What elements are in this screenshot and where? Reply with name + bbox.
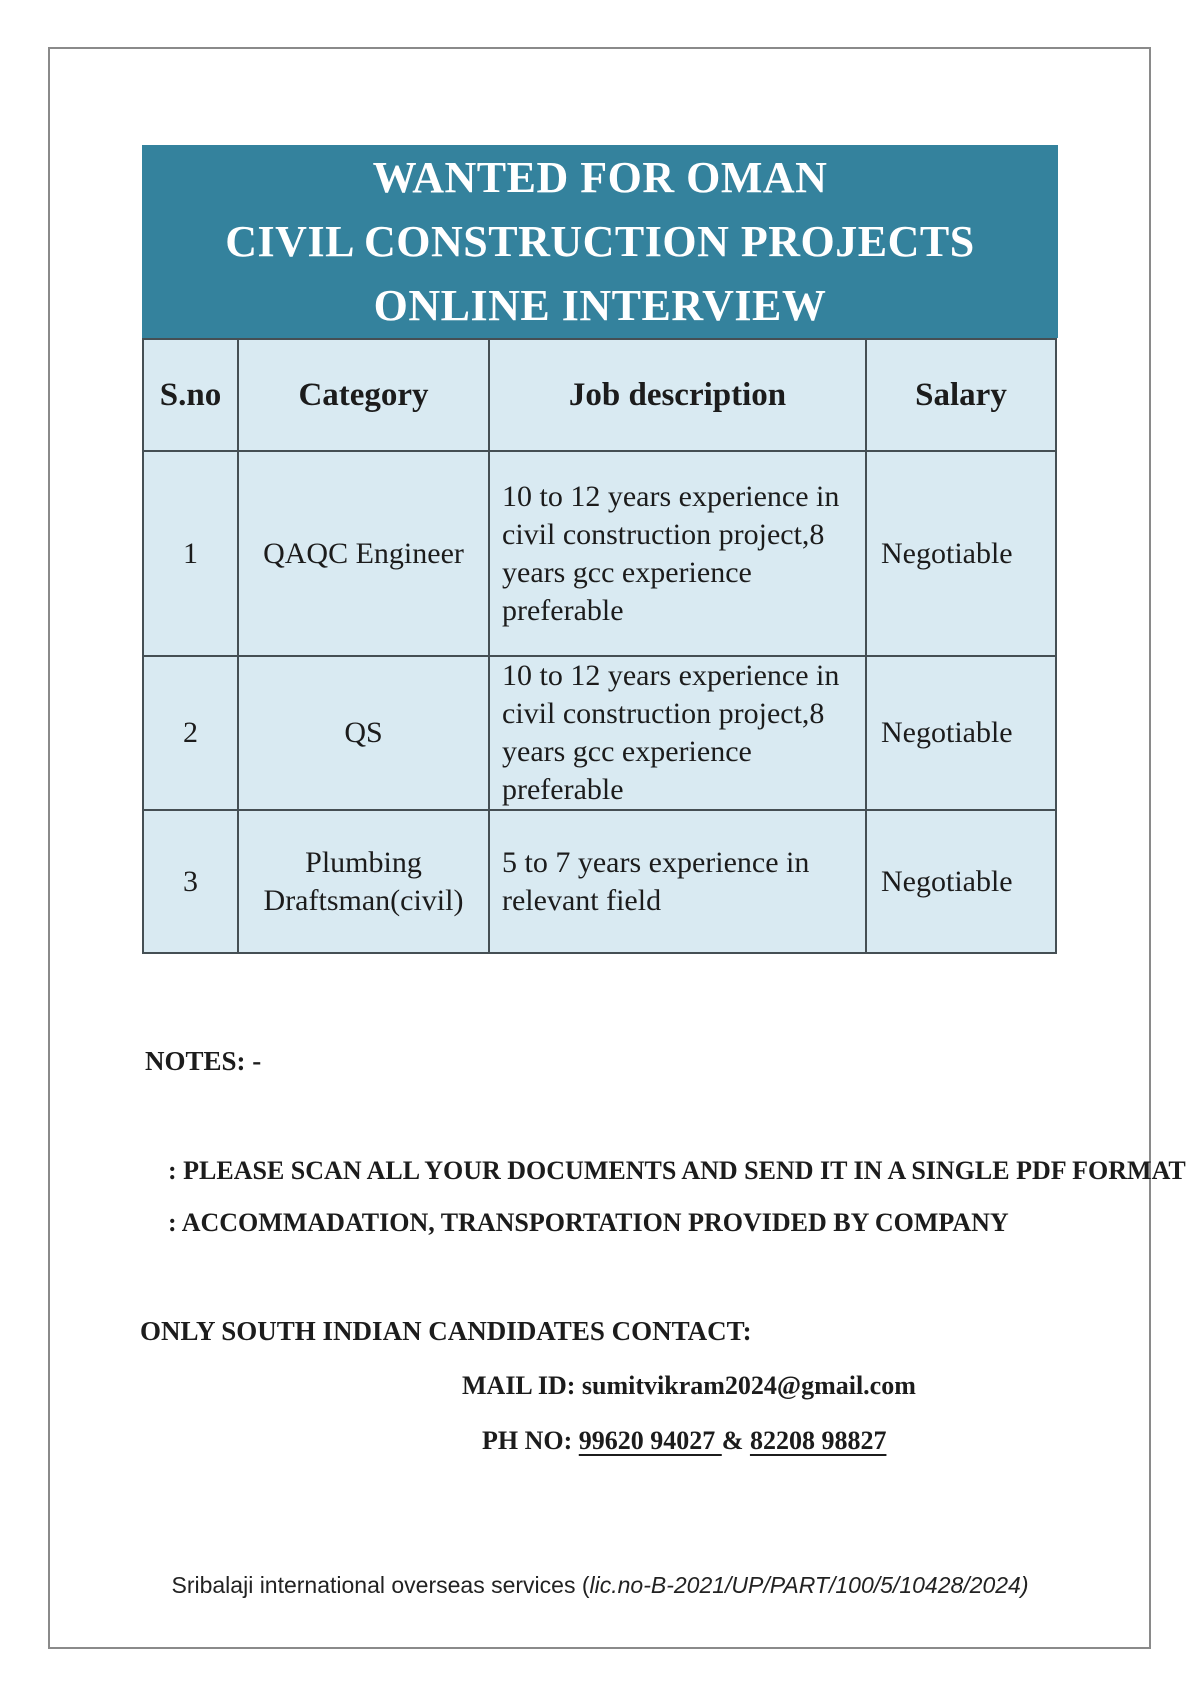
phone-number-link[interactable]: 82208 98827 [749,1426,887,1455]
cell-salary: Negotiable [866,451,1056,656]
contact-heading: ONLY SOUTH INDIAN CANDIDATES CONTACT: [140,1316,752,1346]
notes-label: NOTES: - [145,1046,262,1076]
cell-description: 10 to 12 years experience in civil construction project,8 years gcc experience preferable [489,451,866,656]
cell-category: QS [238,656,489,810]
cell-description: 5 to 7 years experience in relevant field [489,810,866,953]
column-header-salary: Salary [866,339,1056,451]
email-address: MAIL ID: sumitvikram2024@gmail.com [462,1371,916,1400]
cell-description: 10 to 12 years experience in civil construction project,8 years gcc experience preferable [489,656,866,810]
cell-salary: Negotiable [866,656,1056,810]
cell-sno: 3 [143,810,238,953]
column-header-category: Category [238,339,489,451]
note-item-accommodation: : ACCOMMADATION, TRANSPORTATION PROVIDED BY COMPANY [168,1208,1009,1237]
banner-line-1: WANTED FOR OMAN [372,152,828,202]
column-header-sno: S.no [143,339,238,451]
header-banner [142,145,1058,338]
license-number: lic.no-B-2021/UP/PART/100/5/10428/2024) [589,1572,1029,1598]
note-item-scan-documents: : PLEASE SCAN ALL YOUR DOCUMENTS AND SEND IT IN A SINGLE PDF FORMAT [168,1156,1186,1185]
cell-sno: 2 [143,656,238,810]
column-header-job-description: Job description [489,339,866,451]
table-row [143,656,1056,810]
banner-line-2: CIVIL CONSTRUCTION PROJECTS [225,216,975,266]
table-row [143,810,1056,953]
banner-line-3: ONLINE INTERVIEW [373,280,827,330]
phone-label: PH NO: [482,1426,579,1455]
jobs-table [142,338,1057,954]
cell-category: Plumbing Draftsman(civil) [238,810,489,953]
cell-salary: Negotiable [866,810,1056,953]
phone-line [482,1426,886,1456]
agency-name: Sribalaji international overseas services ( [171,1572,590,1598]
agency-footer [0,1572,1200,1599]
table-row [143,451,1056,656]
table-header-row [143,339,1056,451]
cell-sno: 1 [143,451,238,656]
cell-category: QAQC Engineer [238,451,489,656]
phone-separator: & [721,1426,750,1455]
phone-number-link[interactable]: 99620 94027 [578,1426,722,1455]
